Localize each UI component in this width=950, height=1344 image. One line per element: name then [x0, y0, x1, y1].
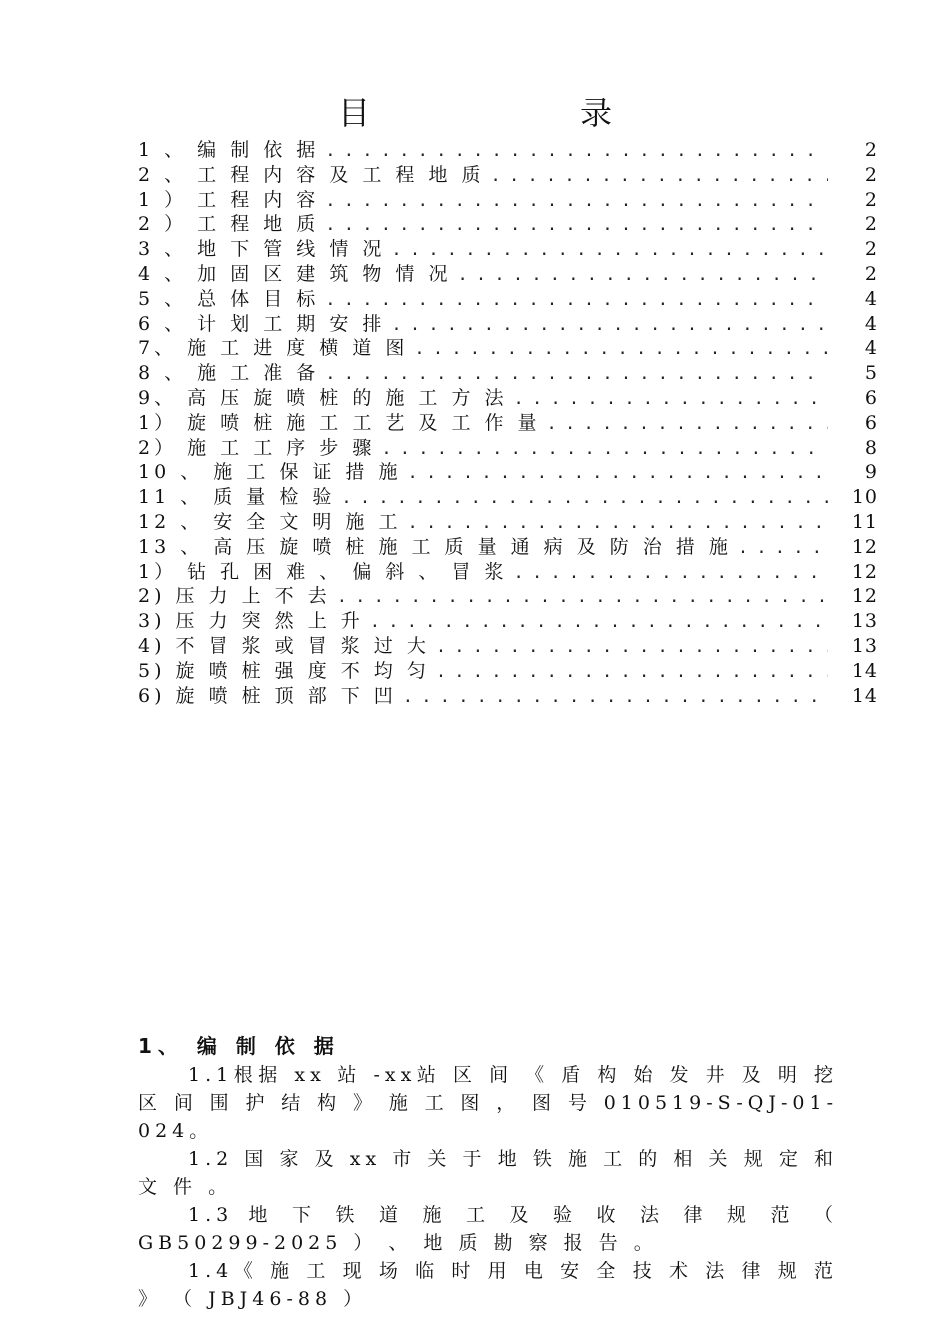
- toc-entry[interactable]: [138, 482, 878, 507]
- toc-leader: [457, 265, 828, 285]
- toc-leader: [391, 240, 828, 260]
- toc-leader: [414, 339, 828, 359]
- toc-leader: [547, 414, 828, 434]
- toc-entry[interactable]: [138, 358, 878, 383]
- toc-leader: [381, 439, 828, 459]
- toc-entry-label: 3) 压 力 突 然 上 升: [138, 610, 364, 633]
- toc-leader: [341, 488, 828, 508]
- toc-leader: [391, 315, 828, 335]
- toc-entry-page: 2: [864, 262, 878, 285]
- paragraph: 1.2 国 家 及 xx 市 关 于 地 铁 施 工 的 相 关 规 定 和 文 件 。: [138, 1148, 838, 1198]
- toc-leader: [325, 191, 828, 211]
- toc-entry-page: 4: [864, 287, 878, 310]
- toc-entry-page: 2: [864, 238, 878, 261]
- toc-leader: [514, 389, 829, 409]
- toc-entry[interactable]: [138, 457, 878, 482]
- toc-entry-label: 4 、 加 固 区 建 筑 物 情 况: [138, 262, 452, 285]
- toc-leader: [436, 637, 828, 657]
- toc-entry-label: 10 、 施 工 保 证 措 施: [138, 461, 402, 484]
- toc-leader: [514, 563, 829, 583]
- toc-entry-label: 5) 旋 喷 桩 强 度 不 均 匀: [138, 659, 430, 682]
- toc-entry-label: 11 、 质 量 检 验: [138, 486, 336, 509]
- toc-entry[interactable]: [138, 284, 878, 309]
- toc-entry[interactable]: [138, 185, 878, 210]
- toc-entry-label: 2 ） 工 程 地 质: [138, 213, 320, 236]
- toc-leader: [325, 141, 828, 161]
- toc-entry-page: 11: [851, 510, 878, 533]
- toc-entry[interactable]: [138, 333, 878, 358]
- toc-entry-page: 2: [864, 188, 878, 211]
- toc-entry[interactable]: [138, 309, 878, 334]
- section-heading: 1、 编 制 依 据: [138, 1034, 340, 1058]
- paragraph: 1.4《 施 工 现 场 临 时 用 电 安 全 技 术 法 律 规 范 》 （ JBJ46-88 ）: [138, 1260, 838, 1310]
- toc-entry[interactable]: [138, 581, 878, 606]
- toc-entry-page: 2: [864, 139, 878, 161]
- toc-entry-label: 5 、 总 体 目 标: [138, 287, 320, 310]
- toc-entry[interactable]: [138, 656, 878, 681]
- toc-entry[interactable]: [138, 408, 878, 433]
- toc-leader: [325, 290, 828, 310]
- toc-leader: [407, 513, 828, 533]
- toc-entry-label: 2 、 工 程 内 容 及 工 程 地 质: [138, 163, 485, 186]
- toc-leader: [436, 662, 828, 682]
- toc-entry-page: 9: [864, 461, 878, 484]
- toc-entry-label: 4) 不 冒 浆 或 冒 浆 过 大: [138, 634, 430, 657]
- toc-entry-page: 12: [851, 585, 878, 608]
- toc-entry[interactable]: [138, 433, 878, 458]
- section-basis: [138, 1030, 838, 1313]
- toc-entry-label: 13 、 高 压 旋 喷 桩 施 工 质 量 通 病 及 防 治 措 施: [138, 535, 732, 558]
- toc-entry-page: 6: [864, 386, 878, 409]
- toc-entry-label: 1） 旋 喷 桩 施 工 工 艺 及 工 作 量: [138, 411, 541, 434]
- toc-entry-label: 2） 施 工 工 序 步 骤: [138, 436, 376, 459]
- toc-entry-label: 1） 钻 孔 困 难 、 偏 斜 、 冒 浆: [138, 560, 508, 583]
- toc-entry-page: 2: [864, 213, 878, 236]
- toc-entry[interactable]: [138, 160, 878, 185]
- toc-entry[interactable]: [138, 209, 878, 234]
- toc-entry-page: 4: [864, 312, 878, 335]
- toc-leader: [337, 587, 828, 607]
- toc-entry[interactable]: [138, 557, 878, 582]
- toc-entry[interactable]: [138, 259, 878, 284]
- toc-entry-page: 14: [851, 684, 878, 707]
- toc-entry-label: 7、 施 工 进 度 横 道 图: [138, 337, 409, 360]
- toc-entry-page: 2: [864, 163, 878, 186]
- toc-entry-page: 12: [851, 560, 878, 583]
- paragraph: 1.1根据 xx 站 -xx站 区 间 《 盾 构 始 发 井 及 明 挖 区 间 围 护 结 构 》 施 工 图 ， 图 号 010519-S-QJ-01-024。: [138, 1064, 838, 1142]
- toc-entry-label: 6 、 计 划 工 期 安 排: [138, 312, 386, 335]
- toc-entry[interactable]: [138, 234, 878, 259]
- toc-entry-label: 9、 高 压 旋 喷 桩 的 施 工 方 法: [138, 386, 508, 409]
- toc-entry-label: 6) 旋 喷 桩 顶 部 下 凹: [138, 684, 397, 707]
- toc-entry-page: 5: [864, 362, 878, 385]
- toc-entry[interactable]: [138, 606, 878, 631]
- toc-entry-page: 13: [851, 634, 878, 657]
- toc-entry-label: 8 、 施 工 准 备: [138, 362, 320, 385]
- toc-entry-label: 1 ） 工 程 内 容: [138, 188, 320, 211]
- paragraph: 1.3 地 下 铁 道 施 工 及 验 收 法 律 规 范 （ GB50299-2025 ） 、 地 质 勘 察 报 告 。: [138, 1204, 838, 1254]
- table-of-contents: [138, 135, 878, 705]
- toc-entry[interactable]: [138, 532, 878, 557]
- toc-entry[interactable]: [138, 631, 878, 656]
- toc-entry-page: 12: [851, 535, 878, 558]
- toc-leader: [325, 215, 828, 235]
- toc-entry-label: 3 、 地 下 管 线 情 况: [138, 238, 386, 261]
- toc-title-right: 录: [580, 94, 613, 132]
- toc-entry-label: 1 、 编 制 依 据: [138, 139, 320, 161]
- toc-entry[interactable]: [138, 135, 878, 160]
- toc-leader: [403, 687, 828, 707]
- toc-entry-page: 14: [851, 659, 878, 682]
- toc-entry[interactable]: [138, 383, 878, 408]
- toc-entry-page: 8: [864, 436, 878, 459]
- toc-entry-page: 4: [864, 337, 878, 360]
- toc-leader: [370, 612, 828, 632]
- toc-title-left: 目: [337, 94, 370, 132]
- toc-entry-page: 10: [851, 486, 878, 509]
- toc-entry-label: 12 、 安 全 文 明 施 工: [138, 510, 402, 533]
- toc-leader: [491, 166, 829, 186]
- toc-title: [0, 88, 950, 134]
- toc-entry[interactable]: [138, 681, 878, 706]
- toc-leader: [407, 463, 828, 483]
- toc-leader: [738, 538, 828, 558]
- toc-entry[interactable]: [138, 507, 878, 532]
- toc-entry-page: 13: [851, 610, 878, 633]
- toc-leader: [325, 364, 828, 384]
- toc-entry-page: 6: [864, 411, 878, 434]
- toc-entry-label: 2) 压 力 上 不 去: [138, 585, 331, 608]
